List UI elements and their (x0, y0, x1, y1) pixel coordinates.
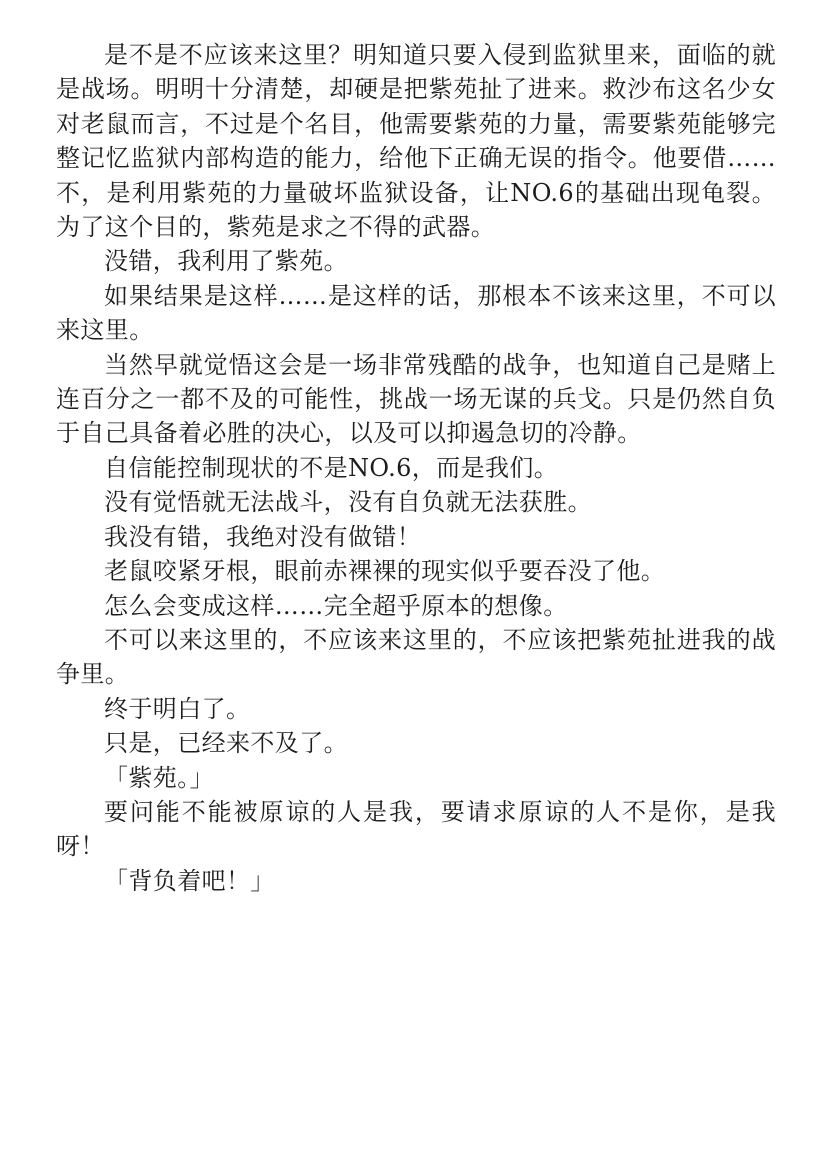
paragraph: 「紫苑。」 (104, 763, 214, 792)
paragraph: 终于明白了。 (104, 694, 251, 723)
paragraph: 没有觉悟就无法战斗，没有自负就无法获胜。 (104, 488, 592, 517)
paragraph: 没错，我利用了紫苑。 (104, 247, 348, 276)
paragraph: 老鼠咬紧牙根，眼前赤裸裸的现实似乎要吞没了他。 (104, 557, 666, 586)
paragraph: 如果结果是这样……是这样的话，那根本不该来这里，不可以来这里。 (56, 281, 776, 345)
paragraph: 只是，已经来不及了。 (104, 729, 348, 758)
paragraph: 不可以来这里的，不应该来这里的，不应该把紫苑扯进我的战争里。 (56, 625, 776, 689)
paragraph: 怎么会变成这样……完全超乎原本的想像。 (104, 591, 568, 620)
paragraph: 是不是不应该来这里？明知道只要入侵到监狱里来，面临的就是战场。明明十分清楚，却硬是把紫苑扯了进来。救沙布这名少女对老鼠而言，不过是个名目，他需要紫苑的力量，需要紫苑能够完整记忆监狱内部构造的能力，给他下正确无误的指令。他要借……不，是利用紫苑的力量破坏监狱设备，让NO.6的基础出现龟裂。为了这个目的，紫苑是求之不得的武器。 (56, 41, 776, 242)
paragraph: 当然早就觉悟这会是一场非常残酷的战争，也知道自己是赌上连百分之一都不及的可能性，挑战一场无谋的兵戈。只是仍然自负于自己具备着必胜的决心，以及可以抑遏急切的冷静。 (56, 350, 776, 448)
document-page (56, 38, 776, 898)
paragraph: 自信能控制现状的不是NO.6，而是我们。 (104, 453, 559, 482)
paragraph: 我没有错，我绝对没有做错！ (104, 522, 422, 551)
paragraph: 「背负着吧！」 (104, 866, 275, 895)
paragraph: 要问能不能被原谅的人是我，要请求原谅的人不是你，是我呀！ (56, 797, 776, 861)
